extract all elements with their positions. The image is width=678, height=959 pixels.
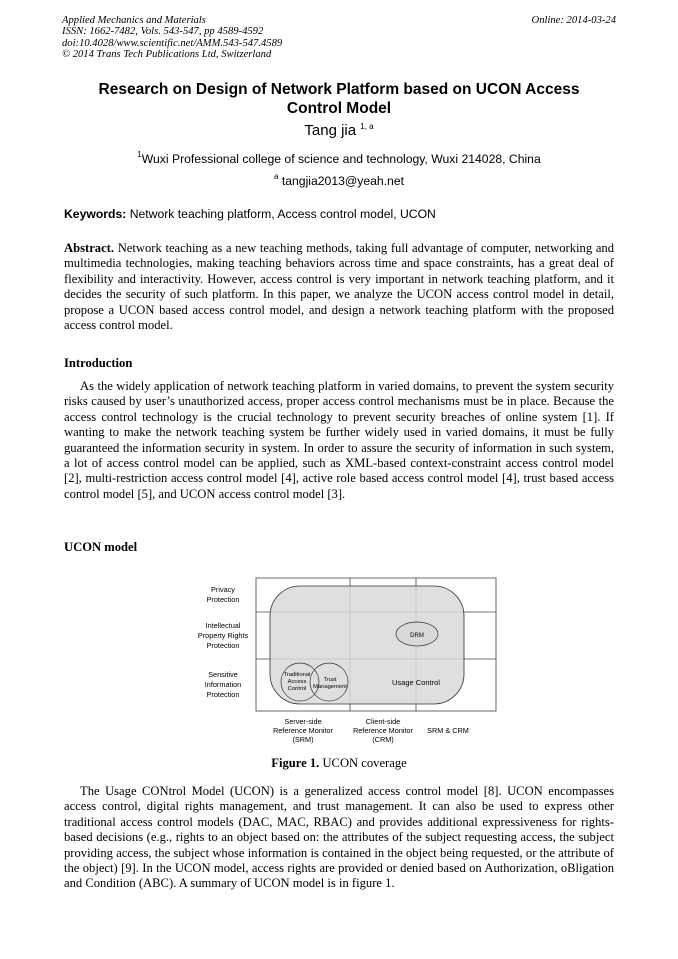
- abstract-text: Network teaching as a new teaching methods, taking full advantage of computer, networking and multimedia technologies, making teaching behaviors across time and space constraints, has a great deal of flexibility and interactivity. However, access control is very important in network teaching platform, and it decides the security of such platform. In this paper, we analyze the UCON access control model in detail, propose a UCON based access control model, and design a network teaching platform with the proposed access control model.: [64, 241, 614, 333]
- col-label-srm-crm: SRM & CRM: [427, 726, 469, 735]
- author-name: Tang jia: [304, 122, 357, 139]
- abstract-label: Abstract.: [64, 241, 115, 255]
- caption-text: UCON coverage: [322, 756, 407, 770]
- author-sup: 1, a: [360, 122, 374, 131]
- affiliation-text: Wuxi Professional college of science and technology, Wuxi 214028, China: [141, 152, 541, 166]
- issn-line: ISSN: 1662-7482, Vols. 543-547, pp 4589-4592: [62, 26, 264, 38]
- online-date: Online: 2014-03-24: [531, 15, 616, 26]
- ucon-text: The Usage CONtrol Model (UCON) is a generalized access control model [8]. UCON encompasses access control, digital rights management, and trust management. It can also be used to express other traditional access control models (DAC, MAC, RBAC) and provides additional expressiveness for rights-based decisions (e.g., rights to an object based on: the attributes of the subject requesting access, the subject providing access, the subject whose information is contained in the object being requested, or the attribute of the object) [9]. In the UCON model, access rights are provided or denied based on Authorization, oBligation and Condition (ABC). A summary of UCON model is in figure 1.: [64, 784, 614, 891]
- trust-management-label: Trust Management: [313, 677, 347, 690]
- email-line: [0, 172, 678, 188]
- introduction-text: As the widely application of network teaching platform in varied domains, to prevent the system security risks caused by user’s unauthorized access, proper access control mechanisms must be in place. Because the access control technology is the crucial technology to prevent security breaches of online system [1]. If wanting to make the network teaching system be further widely used in varied domains, it must be fully guaranteed the information security in system. In order to assure the security of information in such system, a lot of access control model can be applied, such as XML-based context-constraint access control model [2], multi-restriction access control model [4], active role based access control model [4], trust based access control model [5], and UCON access control model [3].: [64, 379, 614, 501]
- keywords-text: Network teaching platform, Access control model, UCON: [129, 207, 436, 221]
- caption-label: Figure 1.: [271, 756, 320, 770]
- usage-control-label: Usage Control: [392, 678, 440, 687]
- ucon-diagram: [190, 572, 510, 752]
- row-label-ipr: Intellectual Property Rights Protection: [197, 621, 249, 650]
- journal-header: [62, 15, 616, 60]
- affiliation: [0, 150, 678, 166]
- traditional-access-control-label: Traditional Access Control: [283, 672, 311, 692]
- ucon-coverage-figure: [190, 572, 510, 752]
- row-label-sensitive: Sensitive Information Protection: [204, 670, 242, 699]
- doi-line: doi:10.4028/www.scientific.net/AMM.543-547.4589: [62, 37, 283, 49]
- keywords-label: Keywords:: [64, 207, 127, 221]
- col-label-crm: Client-side Reference Monitor (CRM): [352, 717, 414, 744]
- paper-title: Research on Design of Network Platform based on UCON Access Control Model: [98, 81, 580, 117]
- figure-caption: [0, 756, 678, 771]
- row-label-privacy: Privacy Protection: [206, 585, 240, 604]
- author-line: [0, 122, 678, 139]
- email-sup: a: [274, 172, 279, 181]
- introduction-heading: Introduction: [64, 356, 133, 370]
- keywords: [64, 207, 616, 221]
- email-address: tangjia2013@yeah.net: [281, 174, 404, 188]
- abstract: [64, 241, 614, 333]
- drm-label: DRM: [410, 633, 424, 639]
- affiliation-sup: 1: [137, 150, 142, 159]
- copyright-line: © 2014 Trans Tech Publications Ltd, Switzerland: [62, 48, 272, 60]
- ucon-heading: UCON model: [64, 540, 138, 554]
- col-label-srm: Server-side Reference Monitor (SRM): [272, 717, 334, 744]
- journal-name: Applied Mechanics and Materials: [62, 15, 206, 26]
